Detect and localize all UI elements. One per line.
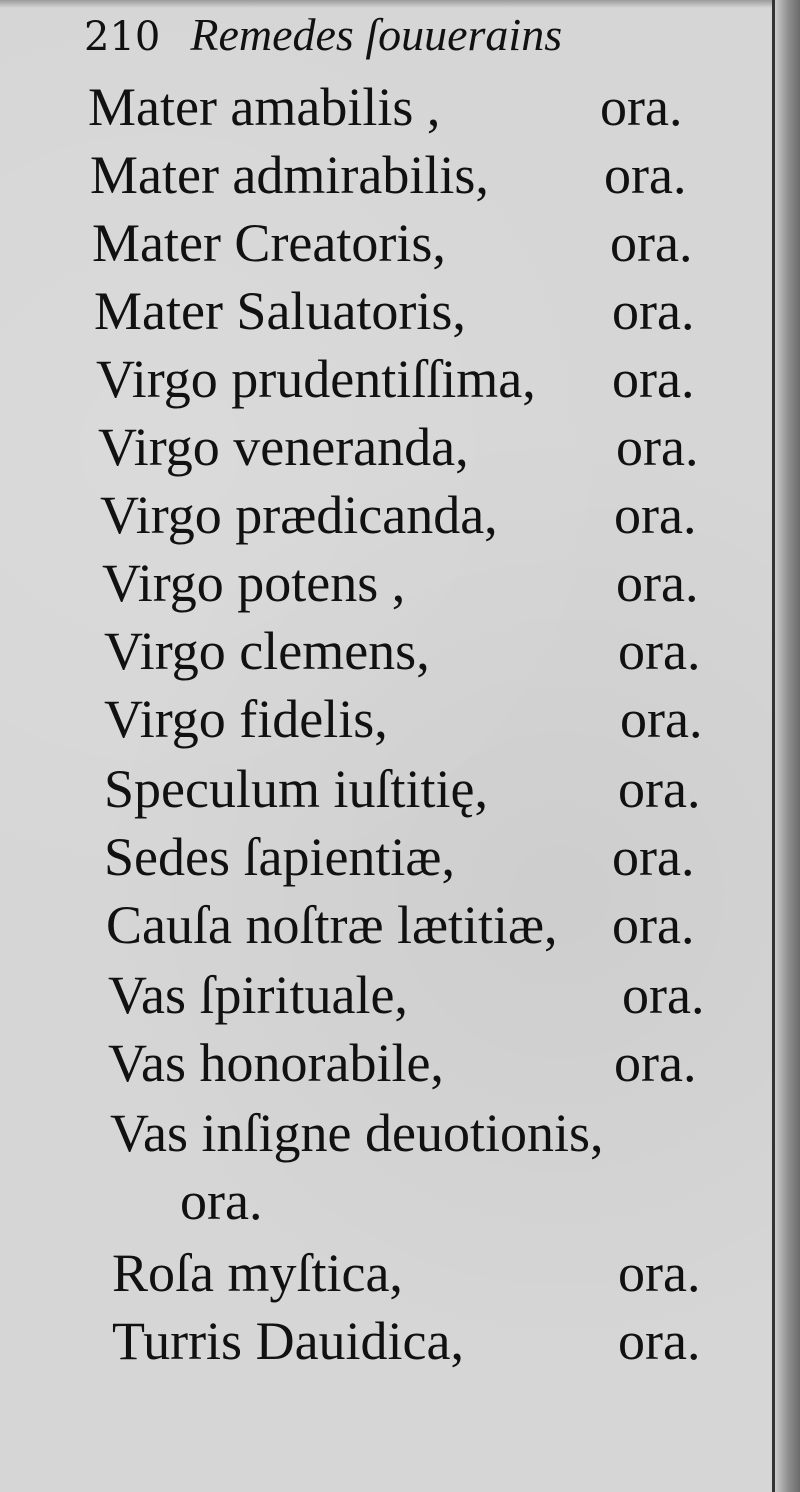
litany-line — [108, 962, 728, 1028]
litany-line — [108, 1030, 728, 1096]
invocation-text: Turris Dauidica, — [112, 1311, 464, 1371]
page-number: 210 — [84, 14, 161, 60]
response-text: ora. — [622, 965, 705, 1025]
response-text: ora. — [620, 689, 703, 749]
invocation-text: Mater Creatoris, — [92, 213, 446, 273]
response-text: ora. — [616, 553, 699, 613]
invocation-text: Virgo veneranda, — [98, 417, 469, 477]
invocation-text: Roſa myſtica, — [112, 1243, 403, 1303]
invocation-text: Vas honorabile, — [108, 1033, 444, 1093]
invocation-text: Speculum iuſtitię, — [104, 759, 488, 819]
litany-line — [104, 756, 724, 822]
page-header — [84, 8, 562, 78]
invocation-text: Virgo prædicanda, — [100, 485, 498, 545]
page-gutter-shadow — [774, 0, 800, 1492]
response-text: ora. — [614, 485, 697, 545]
response-text: ora. — [612, 895, 695, 955]
litany-line — [104, 686, 724, 752]
invocation-text: Virgo fidelis, — [104, 689, 388, 749]
invocation-text: Mater amabilis , — [88, 77, 441, 137]
invocation-text: Mater admirabilis, — [90, 145, 489, 205]
litany-line — [92, 210, 712, 276]
litany-line — [112, 1308, 732, 1374]
response-text: ora. — [618, 1243, 701, 1303]
invocation-text: Cauſa noſtræ lætitiæ, — [106, 895, 558, 955]
response-text: ora. — [614, 1033, 697, 1093]
response-text: ora. — [618, 1311, 701, 1371]
response-text: ora. — [612, 281, 695, 341]
litany-line — [112, 1240, 732, 1306]
invocation-text: Virgo clemens, — [104, 621, 430, 681]
invocation-text: ora. — [180, 1171, 263, 1231]
litany-line — [98, 414, 718, 480]
response-text: ora. — [616, 417, 699, 477]
response-text: ora. — [612, 827, 695, 887]
invocation-text: Virgo potens , — [102, 553, 406, 613]
litany-line — [104, 618, 724, 684]
litany-line — [180, 1168, 480, 1234]
invocation-text: Mater Saluatoris, — [94, 281, 466, 341]
invocation-text: Sedes ſapientiæ, — [104, 827, 455, 887]
page-fold-line — [772, 0, 775, 1492]
response-text: ora. — [610, 213, 693, 273]
invocation-text: Vas inſigne deuotionis, — [110, 1103, 604, 1163]
page-top-edge — [0, 0, 800, 8]
running-head: Remedes ſouuerains — [190, 9, 563, 60]
litany-line — [106, 892, 726, 958]
response-text: ora. — [618, 621, 701, 681]
response-text: ora. — [618, 759, 701, 819]
litany-line — [96, 346, 716, 412]
litany-line — [102, 550, 722, 616]
litany-line — [100, 482, 720, 548]
invocation-text: Vas ſpirituale, — [108, 965, 408, 1025]
response-text: ora. — [600, 77, 683, 137]
litany-line — [88, 74, 708, 140]
litany-line — [90, 142, 710, 208]
invocation-text: Virgo prudentiſſima, — [96, 349, 536, 409]
litany-line — [104, 824, 724, 890]
litany-line — [110, 1100, 730, 1166]
litany-line — [94, 278, 714, 344]
response-text: ora. — [604, 145, 687, 205]
response-text: ora. — [612, 349, 695, 409]
